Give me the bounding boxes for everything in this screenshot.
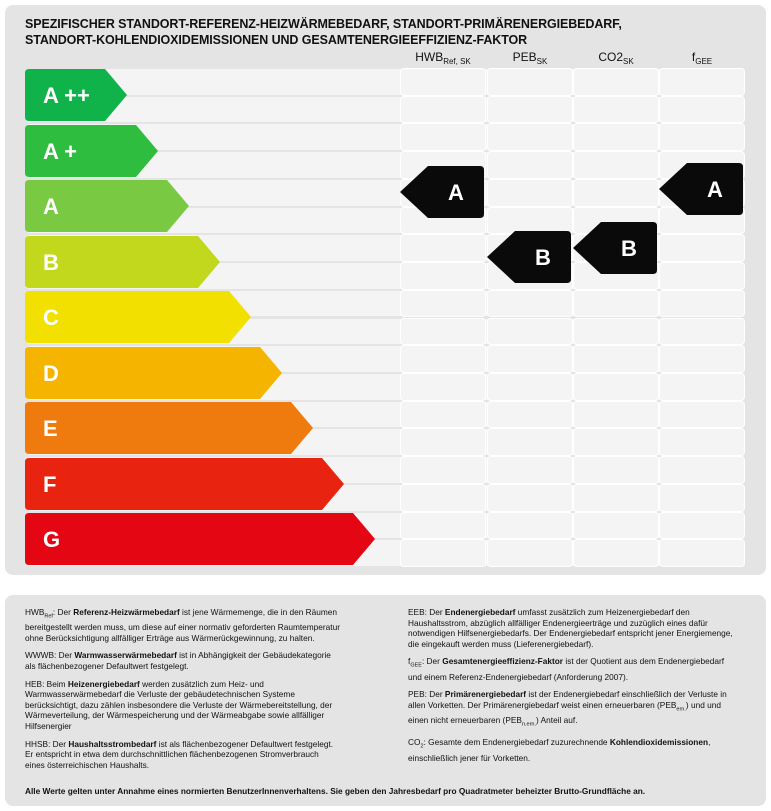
legend-hwb: $HWB_{Ref}$: Der Referenz-Heizwärmebedarf ist jene Wärmemenge, die in den Räumen bereitgestellt werden muss, um diese auf einer normativ geforderten Raumtemperatur ohne Berücksichtigung allfälliger Erträge aus Wärmerückgewinnung, zu halten. bbox=[25, 607, 340, 643]
rating-indicator-fgee bbox=[659, 163, 743, 215]
class-bar-label: B bbox=[43, 250, 59, 275]
footer-note: Alle Werte gelten unter Annahme eines normierten BenutzerInnenverhaltens. Sie geben den Jahresbedarf pro Quadratmeter beheizter Brutto-Grundfläche an. bbox=[25, 786, 646, 796]
column-header-peb: $PEB_{SK}$ bbox=[512, 50, 548, 66]
class-bar-F bbox=[25, 458, 344, 510]
class-bar-label: G bbox=[43, 527, 61, 552]
title-line-2: STANDORT-KOHLENDIOXIDEMISSIONEN UND GESAMTENERGIEEFFIZIENZ-FAKTOR bbox=[25, 33, 528, 47]
column-header-co2: $CO2_{SK}$ bbox=[598, 50, 634, 66]
class-bar-G bbox=[25, 513, 375, 565]
legend-co2: $CO_2$: Gesamte dem Endenergiebedarf zuzurechnende Kohlendioxidemissionen, einschließlich jener für Vorketten. bbox=[408, 737, 711, 763]
rating-indicator-hwb bbox=[400, 166, 484, 218]
legend-right bbox=[408, 607, 733, 770]
legend-left bbox=[25, 607, 340, 777]
class-bar-C bbox=[25, 291, 251, 343]
title-line-1: SPEZIFISCHER STANDORT-REFERENZ-HEIZWÄRMEBEDARF, STANDORT-PRIMÄRENERGIEBEDARF, bbox=[25, 17, 622, 31]
rating-indicator-co2 bbox=[573, 222, 657, 274]
class-bar-label: C bbox=[43, 305, 59, 330]
rating-indicator-peb bbox=[487, 231, 571, 283]
legend-eeb: EEB: Der Endenergiebedarf umfasst zusätzlich zum Heizenergiebedarf den Haushaltsstrom, abzüglich allfälliger Endenergieerträge und zuzüglich eines dafür notwendigen Hilfsenergiebedarfs. Der Endenergiebedarf entspricht jener Energiemenge, die eingekauft werden muss (Lieferenergiebedarf). bbox=[408, 607, 733, 649]
class-bar-D bbox=[25, 347, 282, 399]
column-header-hwb: $HWB_{Ref, SK}$ bbox=[415, 50, 471, 66]
class-bar-label: A + bbox=[43, 139, 78, 164]
class-bar-label: E bbox=[43, 416, 58, 441]
rating-indicator-label: B bbox=[535, 245, 551, 270]
class-bar-label: F bbox=[43, 472, 57, 497]
legend-heb: HEB: Beim Heizenergiebedarf werden zusätzlich zum Heiz- und Warmwasserwärmebedarf die Verluste der gebäudetechnischen Systeme berücksichtigt, dazu zählen insbesondere die Verluste der Wärmebereitstellung, der Wärmeverteilung, der Wärmespeicherung und der Wärmeabgabe sowie allfälliger Hilfsenergier bbox=[25, 678, 333, 731]
legend-peb: PEB: Der Primärenergiebedarf ist der Endenergiebedarf einschließlich der Verluste in allen Vorketten. Der Primärenergiebedarf weist einen erneuerbaren $(PEB_{ern.})$ und und einen nicht erneuerbaren $(PEB_{n.ern.})$ Anteil auf. bbox=[408, 689, 727, 728]
legend-fgee: $f_{GEE}$: Der Gesamtenergieeffizienz-Faktor ist der Quotient aus dem Endenergiebedarf und einem Referenz-Endenergiebedarf (Anforderung 2007). bbox=[408, 656, 725, 682]
class-bar-label: A bbox=[43, 194, 59, 219]
rating-indicator-label: A bbox=[707, 177, 723, 202]
class-bar-label: D bbox=[43, 361, 59, 386]
legend-wwwb: WWWB: Der Warmwasserwärmebedarf ist in Abhängigkeit der Gebäudekategorie als flächenbezogener Defaultwert festgelegt. bbox=[25, 650, 331, 672]
rating-indicator-label: B bbox=[621, 236, 637, 261]
class-bar-label: A ++ bbox=[43, 83, 90, 108]
class-bar-E bbox=[25, 402, 313, 454]
legend-hhsb: HHSB: Der Haushaltsstrombedarf ist als flächenbezogener Defaultwert festgelegt. Er entspricht in etwa dem durchschnittlichen flächenbezogenen Stromverbrauch eines österreichischen Haushalts. bbox=[25, 738, 334, 770]
column-header-fgee: $f_{GEE}$ bbox=[691, 50, 713, 66]
rating-indicator-label: A bbox=[448, 180, 464, 205]
